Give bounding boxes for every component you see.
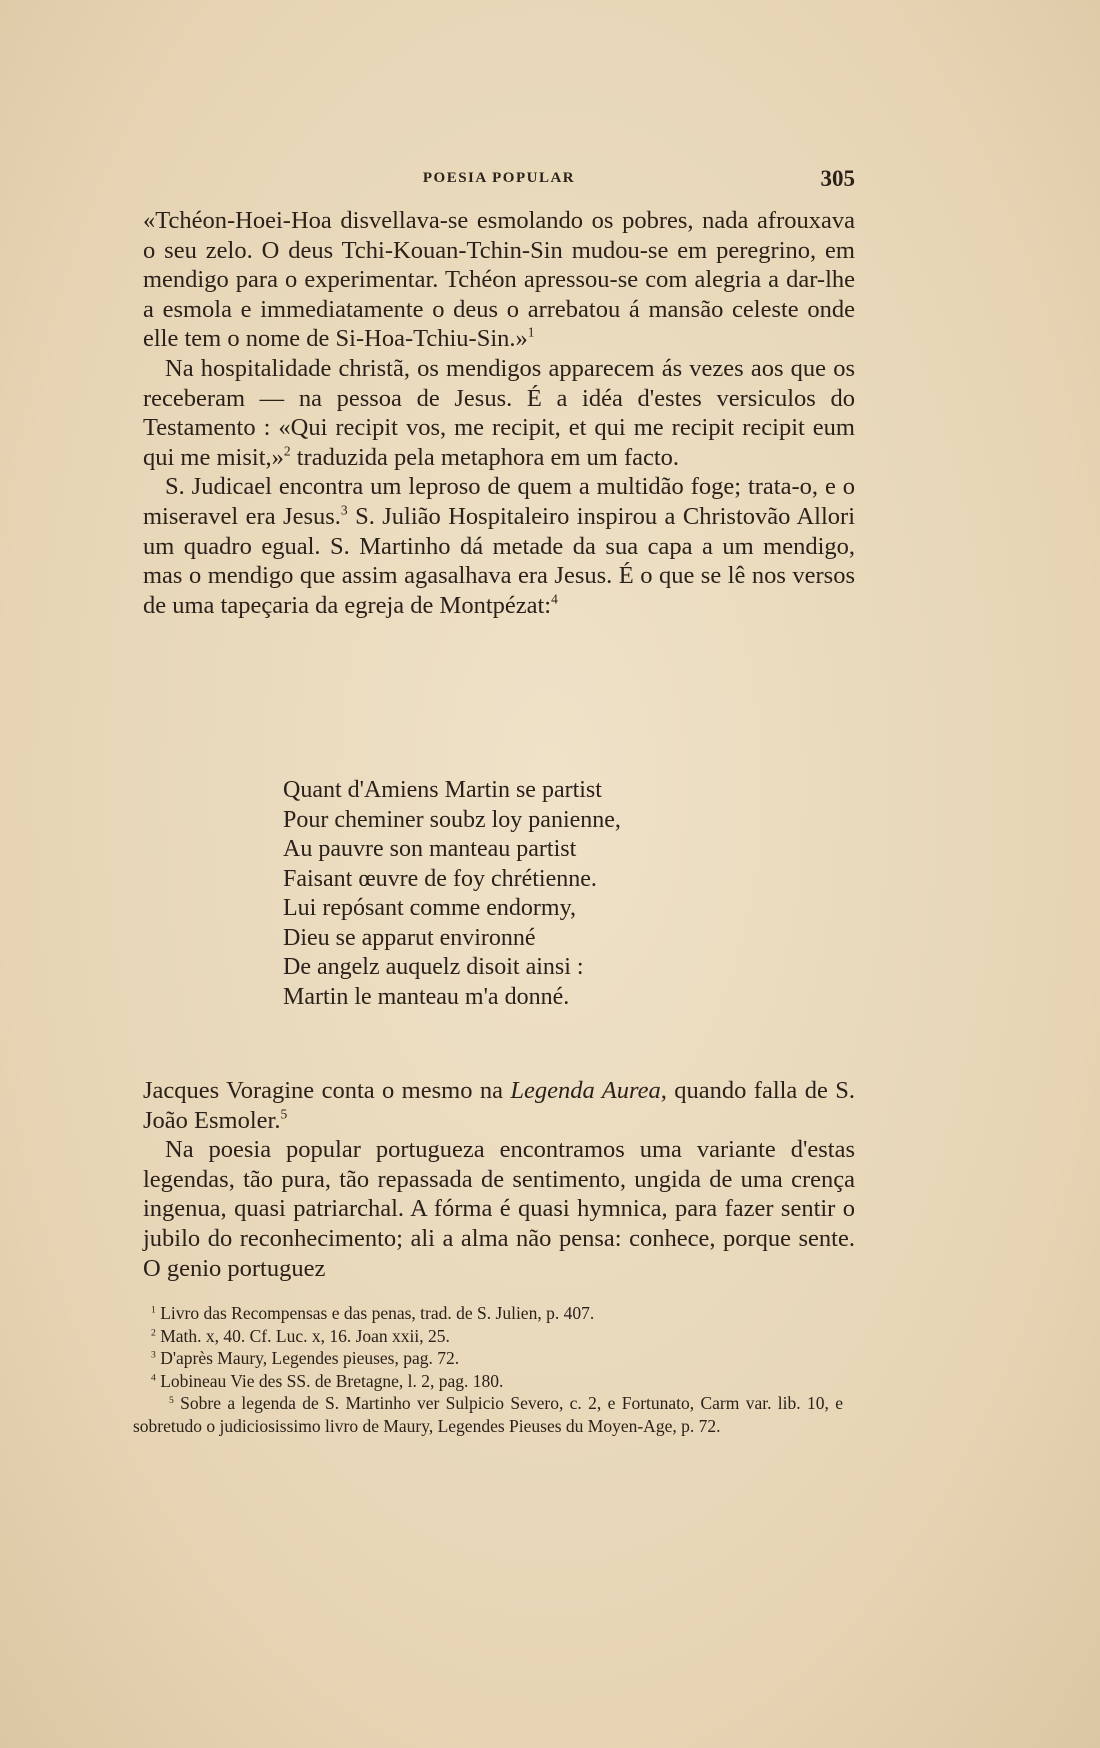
paragraph-text: traduzida pela metaphora em um facto.	[290, 443, 680, 471]
footnote-text: Livro das Recompensas e das penas, trad. de S. Julien, p. 407.	[160, 1303, 595, 1323]
footnote-ref: 2	[283, 443, 291, 459]
footnote	[133, 1325, 843, 1348]
footnote	[133, 1302, 843, 1325]
verse-line: Dieu se apparut environné	[283, 924, 536, 951]
footnote-number: 1	[151, 1304, 156, 1316]
running-title: POESIA POPULAR	[422, 170, 576, 186]
italic-title: Legenda Aurea,	[510, 1077, 667, 1104]
paragraph-2	[143, 354, 855, 472]
verse-line: Pour cheminer soubz loy panienne,	[283, 806, 621, 833]
verse-line: Martin le manteau m'a donné.	[283, 983, 570, 1010]
verse-line: Faisant œuvre de foy chrétienne.	[283, 865, 597, 892]
footnote-number: 2	[151, 1326, 156, 1338]
paragraph-text: S. Judicael encontra um leproso de quem a multidão foge; trata-o, e o miseravel era Jesus.	[143, 473, 855, 530]
verse-line: Quant d'Amiens Martin se partist	[283, 777, 602, 803]
paragraph-4	[143, 1076, 855, 1135]
paragraph-3	[143, 472, 855, 620]
paragraph-text: Jacques Voragine conta o mesmo na	[143, 1077, 511, 1104]
paragraph-text: quando falla de S. João Esmoler.	[143, 1077, 855, 1134]
footnote	[133, 1347, 843, 1370]
footnote-number: 3	[151, 1349, 156, 1361]
footnote-ref: 4	[551, 591, 558, 607]
footnote-ref: 3	[340, 502, 348, 518]
footnotes	[133, 1302, 843, 1438]
footnote	[133, 1392, 843, 1437]
verse-line: Au pauvre son manteau partist	[283, 836, 577, 862]
footnote-ref: 1	[527, 324, 535, 340]
verse-line: De angelz auquelz disoit ainsi :	[283, 954, 584, 980]
page-header	[143, 166, 855, 194]
footnote-text: D'après Maury, Legendes pieuses, pag. 72.	[160, 1348, 460, 1369]
paragraph-1	[143, 206, 855, 354]
footnote-text: Sobre a legenda de S. Martinho ver Sulpicio Severo, c. 2, e Fortunato, Carm var. lib. 10, e sobretudo o judiciosissimo livro de Maury, Legendes Pieuses du Moyen-Age, p. 72.	[133, 1393, 843, 1436]
footnote-text: Math. x, 40. Cf. Luc. x, 16. Joan xxii, 25.	[160, 1325, 450, 1346]
paragraph-text: Na poesia popular portugueza encontramos uma variante d'estas legendas, tão pura, tão repassada de sentimento, ungida de uma crença ingenua, quasi patriarchal. A fórma é quasi hymnica, para fazer sentir o jubilo do reconhecimento; ali a alma não pensa: conhece, porque sente. O genio portuguez	[143, 1136, 855, 1282]
paragraph-text: «Tchéon-Hoei-Hoa disvellava-se esmolando os pobres, nada afrouxava o seu zelo. O deus Tchi-Kouan-Tchin-Sin mudou-se em peregrino, em mendigo para o experimentar. Tchéon apressou-se com alegria a dar-lhe a esmola e immediatamente o deus o arrebatou á mansão celeste onde elle tem o nome de Si-Hoa-Tchiu-Sin.»	[143, 207, 855, 353]
footnote-number: 5	[169, 1394, 174, 1406]
footnote-ref: 5	[280, 1106, 288, 1122]
paragraph-5	[143, 1135, 855, 1283]
footnote	[133, 1370, 843, 1393]
footnote-text: Lobineau Vie des SS. de Bretagne, l. 2, pag. 180.	[160, 1370, 504, 1391]
paragraph-text: S. Julião Hospitaleiro inspirou a Christovão Allori um quadro egual. S. Martinho dá metade da sua capa a um mendigo, mas o mendigo que assim agasalhava era Jesus. É o que se lê nos versos de uma tapeçaria da egreja de Montpézat:	[143, 502, 855, 619]
main-text-top	[143, 206, 855, 620]
paragraph-text: Na hospitalidade christã, os mendigos apparecem ás vezes aos que os receberam — na pessoa de Jesus. É a idéa d'estes versiculos do Testamento : «Qui recipit vos, me recipit, et qui me recipit recipit eum qui me misit,»	[143, 354, 855, 471]
main-text-bottom	[143, 1076, 855, 1283]
page-number: 305	[820, 166, 855, 191]
footnote-number: 4	[151, 1372, 156, 1384]
verse-block	[283, 776, 621, 1012]
verse-line: Lui repósant comme endormy,	[283, 895, 577, 921]
